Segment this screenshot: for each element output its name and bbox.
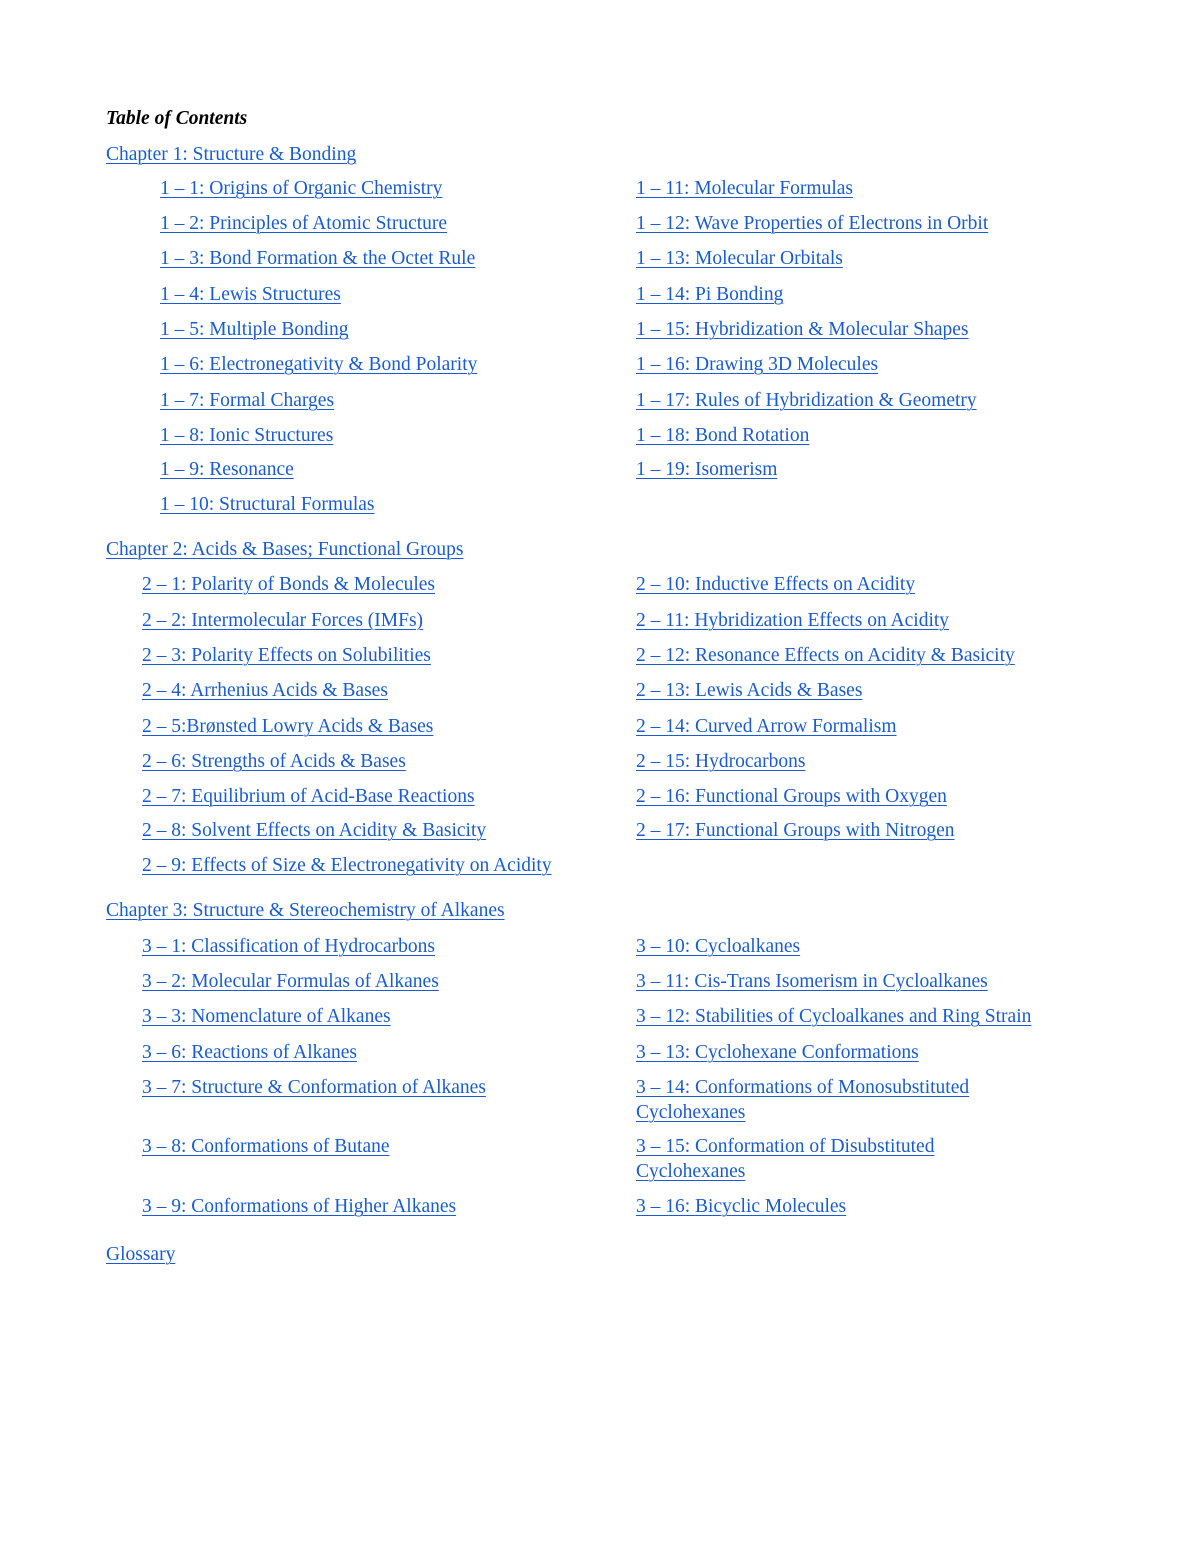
toc-link-2-14[interactable]: 2 – 14: Curved Arrow Formalism bbox=[636, 716, 897, 737]
toc-link-3-9[interactable]: 3 – 9: Conformations of Higher Alkanes bbox=[142, 1196, 457, 1217]
toc-link-2-5[interactable]: 2 – 5:Brønsted Lowry Acids & Bases bbox=[142, 716, 434, 737]
chapter-2-link[interactable]: Chapter 2: Acids & Bases; Functional Groups bbox=[106, 539, 464, 560]
toc-link-1-2[interactable]: 1 – 2: Principles of Atomic Structure bbox=[160, 213, 448, 234]
chapter-1-link[interactable]: Chapter 1: Structure & Bonding bbox=[106, 144, 357, 165]
toc-link-2-2[interactable]: 2 – 2: Intermolecular Forces (IMFs) bbox=[142, 610, 424, 631]
toc-link-3-16[interactable]: 3 – 16: Bicyclic Molecules bbox=[636, 1196, 847, 1217]
toc-link-2-7[interactable]: 2 – 7: Equilibrium of Acid-Base Reactions bbox=[142, 786, 475, 807]
toc-link-3-1[interactable]: 3 – 1: Classification of Hydrocarbons bbox=[142, 936, 435, 957]
toc-link-3-11[interactable]: 3 – 11: Cis-Trans Isomerism in Cycloalkanes bbox=[636, 971, 988, 992]
toc-link-1-7[interactable]: 1 – 7: Formal Charges bbox=[160, 390, 335, 411]
toc-link-1-9[interactable]: 1 – 9: Resonance bbox=[160, 459, 294, 480]
toc-link-3-7[interactable]: 3 – 7: Structure & Conformation of Alkanes bbox=[142, 1077, 486, 1098]
toc-title: Table of Contents bbox=[106, 108, 248, 129]
toc-link-1-13[interactable]: 1 – 13: Molecular Orbitals bbox=[636, 248, 843, 269]
toc-link-3-8[interactable]: 3 – 8: Conformations of Butane bbox=[142, 1136, 390, 1157]
toc-link-2-11[interactable]: 2 – 11: Hybridization Effects on Acidity bbox=[636, 610, 950, 631]
toc-link-3-14[interactable]: 3 – 14: Conformations of Monosubstituted Cyclohexanes bbox=[636, 1077, 970, 1123]
toc-link-3-12[interactable]: 3 – 12: Stabilities of Cycloalkanes and Ring Strain bbox=[636, 1006, 1032, 1027]
toc-link-3-3[interactable]: 3 – 3: Nomenclature of Alkanes bbox=[142, 1006, 391, 1027]
toc-link-1-10[interactable]: 1 – 10: Structural Formulas bbox=[160, 494, 375, 515]
chapter-3-link[interactable]: Chapter 3: Structure & Stereochemistry of Alkanes bbox=[106, 900, 505, 921]
glossary-link[interactable]: Glossary bbox=[106, 1244, 176, 1265]
toc-link-2-10[interactable]: 2 – 10: Inductive Effects on Acidity bbox=[636, 574, 916, 595]
toc-link-2-4[interactable]: 2 – 4: Arrhenius Acids & Bases bbox=[142, 680, 388, 701]
toc-link-2-16[interactable]: 2 – 16: Functional Groups with Oxygen bbox=[636, 786, 947, 807]
toc-link-1-3[interactable]: 1 – 3: Bond Formation & the Octet Rule bbox=[160, 248, 476, 269]
toc-link-1-12[interactable]: 1 – 12: Wave Properties of Electrons in Orbit bbox=[636, 213, 989, 234]
toc-link-3-2[interactable]: 3 – 2: Molecular Formulas of Alkanes bbox=[142, 971, 439, 992]
toc-link-2-8[interactable]: 2 – 8: Solvent Effects on Acidity & Basicity bbox=[142, 820, 487, 841]
toc-link-1-18[interactable]: 1 – 18: Bond Rotation bbox=[636, 425, 810, 446]
toc-link-1-16[interactable]: 1 – 16: Drawing 3D Molecules bbox=[636, 354, 879, 375]
toc-link-3-15[interactable]: 3 – 15: Conformation of Disubstituted Cyclohexanes bbox=[636, 1136, 935, 1182]
toc-link-2-12[interactable]: 2 – 12: Resonance Effects on Acidity & Basicity bbox=[636, 645, 1015, 666]
toc-link-1-11[interactable]: 1 – 11: Molecular Formulas bbox=[636, 178, 853, 199]
toc-link-2-3[interactable]: 2 – 3: Polarity Effects on Solubilities bbox=[142, 645, 431, 666]
toc-link-3-10[interactable]: 3 – 10: Cycloalkanes bbox=[636, 936, 801, 957]
toc-link-3-13[interactable]: 3 – 13: Cyclohexane Conformations bbox=[636, 1042, 919, 1063]
toc-link-1-19[interactable]: 1 – 19: Isomerism bbox=[636, 459, 778, 480]
toc-link-2-1[interactable]: 2 – 1: Polarity of Bonds & Molecules bbox=[142, 574, 436, 595]
toc-link-1-8[interactable]: 1 – 8: Ionic Structures bbox=[160, 425, 334, 446]
toc-link-1-4[interactable]: 1 – 4: Lewis Structures bbox=[160, 284, 341, 305]
toc-link-2-13[interactable]: 2 – 13: Lewis Acids & Bases bbox=[636, 680, 863, 701]
toc-link-1-14[interactable]: 1 – 14: Pi Bonding bbox=[636, 284, 784, 305]
toc-link-3-6[interactable]: 3 – 6: Reactions of Alkanes bbox=[142, 1042, 358, 1063]
toc-link-1-1[interactable]: 1 – 1: Origins of Organic Chemistry bbox=[160, 178, 443, 199]
toc-link-2-15[interactable]: 2 – 15: Hydrocarbons bbox=[636, 751, 806, 772]
toc-link-2-6[interactable]: 2 – 6: Strengths of Acids & Bases bbox=[142, 751, 406, 772]
toc-link-1-5[interactable]: 1 – 5: Multiple Bonding bbox=[160, 319, 349, 340]
toc-link-2-9[interactable]: 2 – 9: Effects of Size & Electronegativity on Acidity bbox=[142, 855, 552, 876]
toc-link-1-17[interactable]: 1 – 17: Rules of Hybridization & Geometry bbox=[636, 390, 977, 411]
toc-link-2-17[interactable]: 2 – 17: Functional Groups with Nitrogen bbox=[636, 820, 955, 841]
toc-link-1-6[interactable]: 1 – 6: Electronegativity & Bond Polarity bbox=[160, 354, 478, 375]
toc-link-1-15[interactable]: 1 – 15: Hybridization & Molecular Shapes bbox=[636, 319, 969, 340]
